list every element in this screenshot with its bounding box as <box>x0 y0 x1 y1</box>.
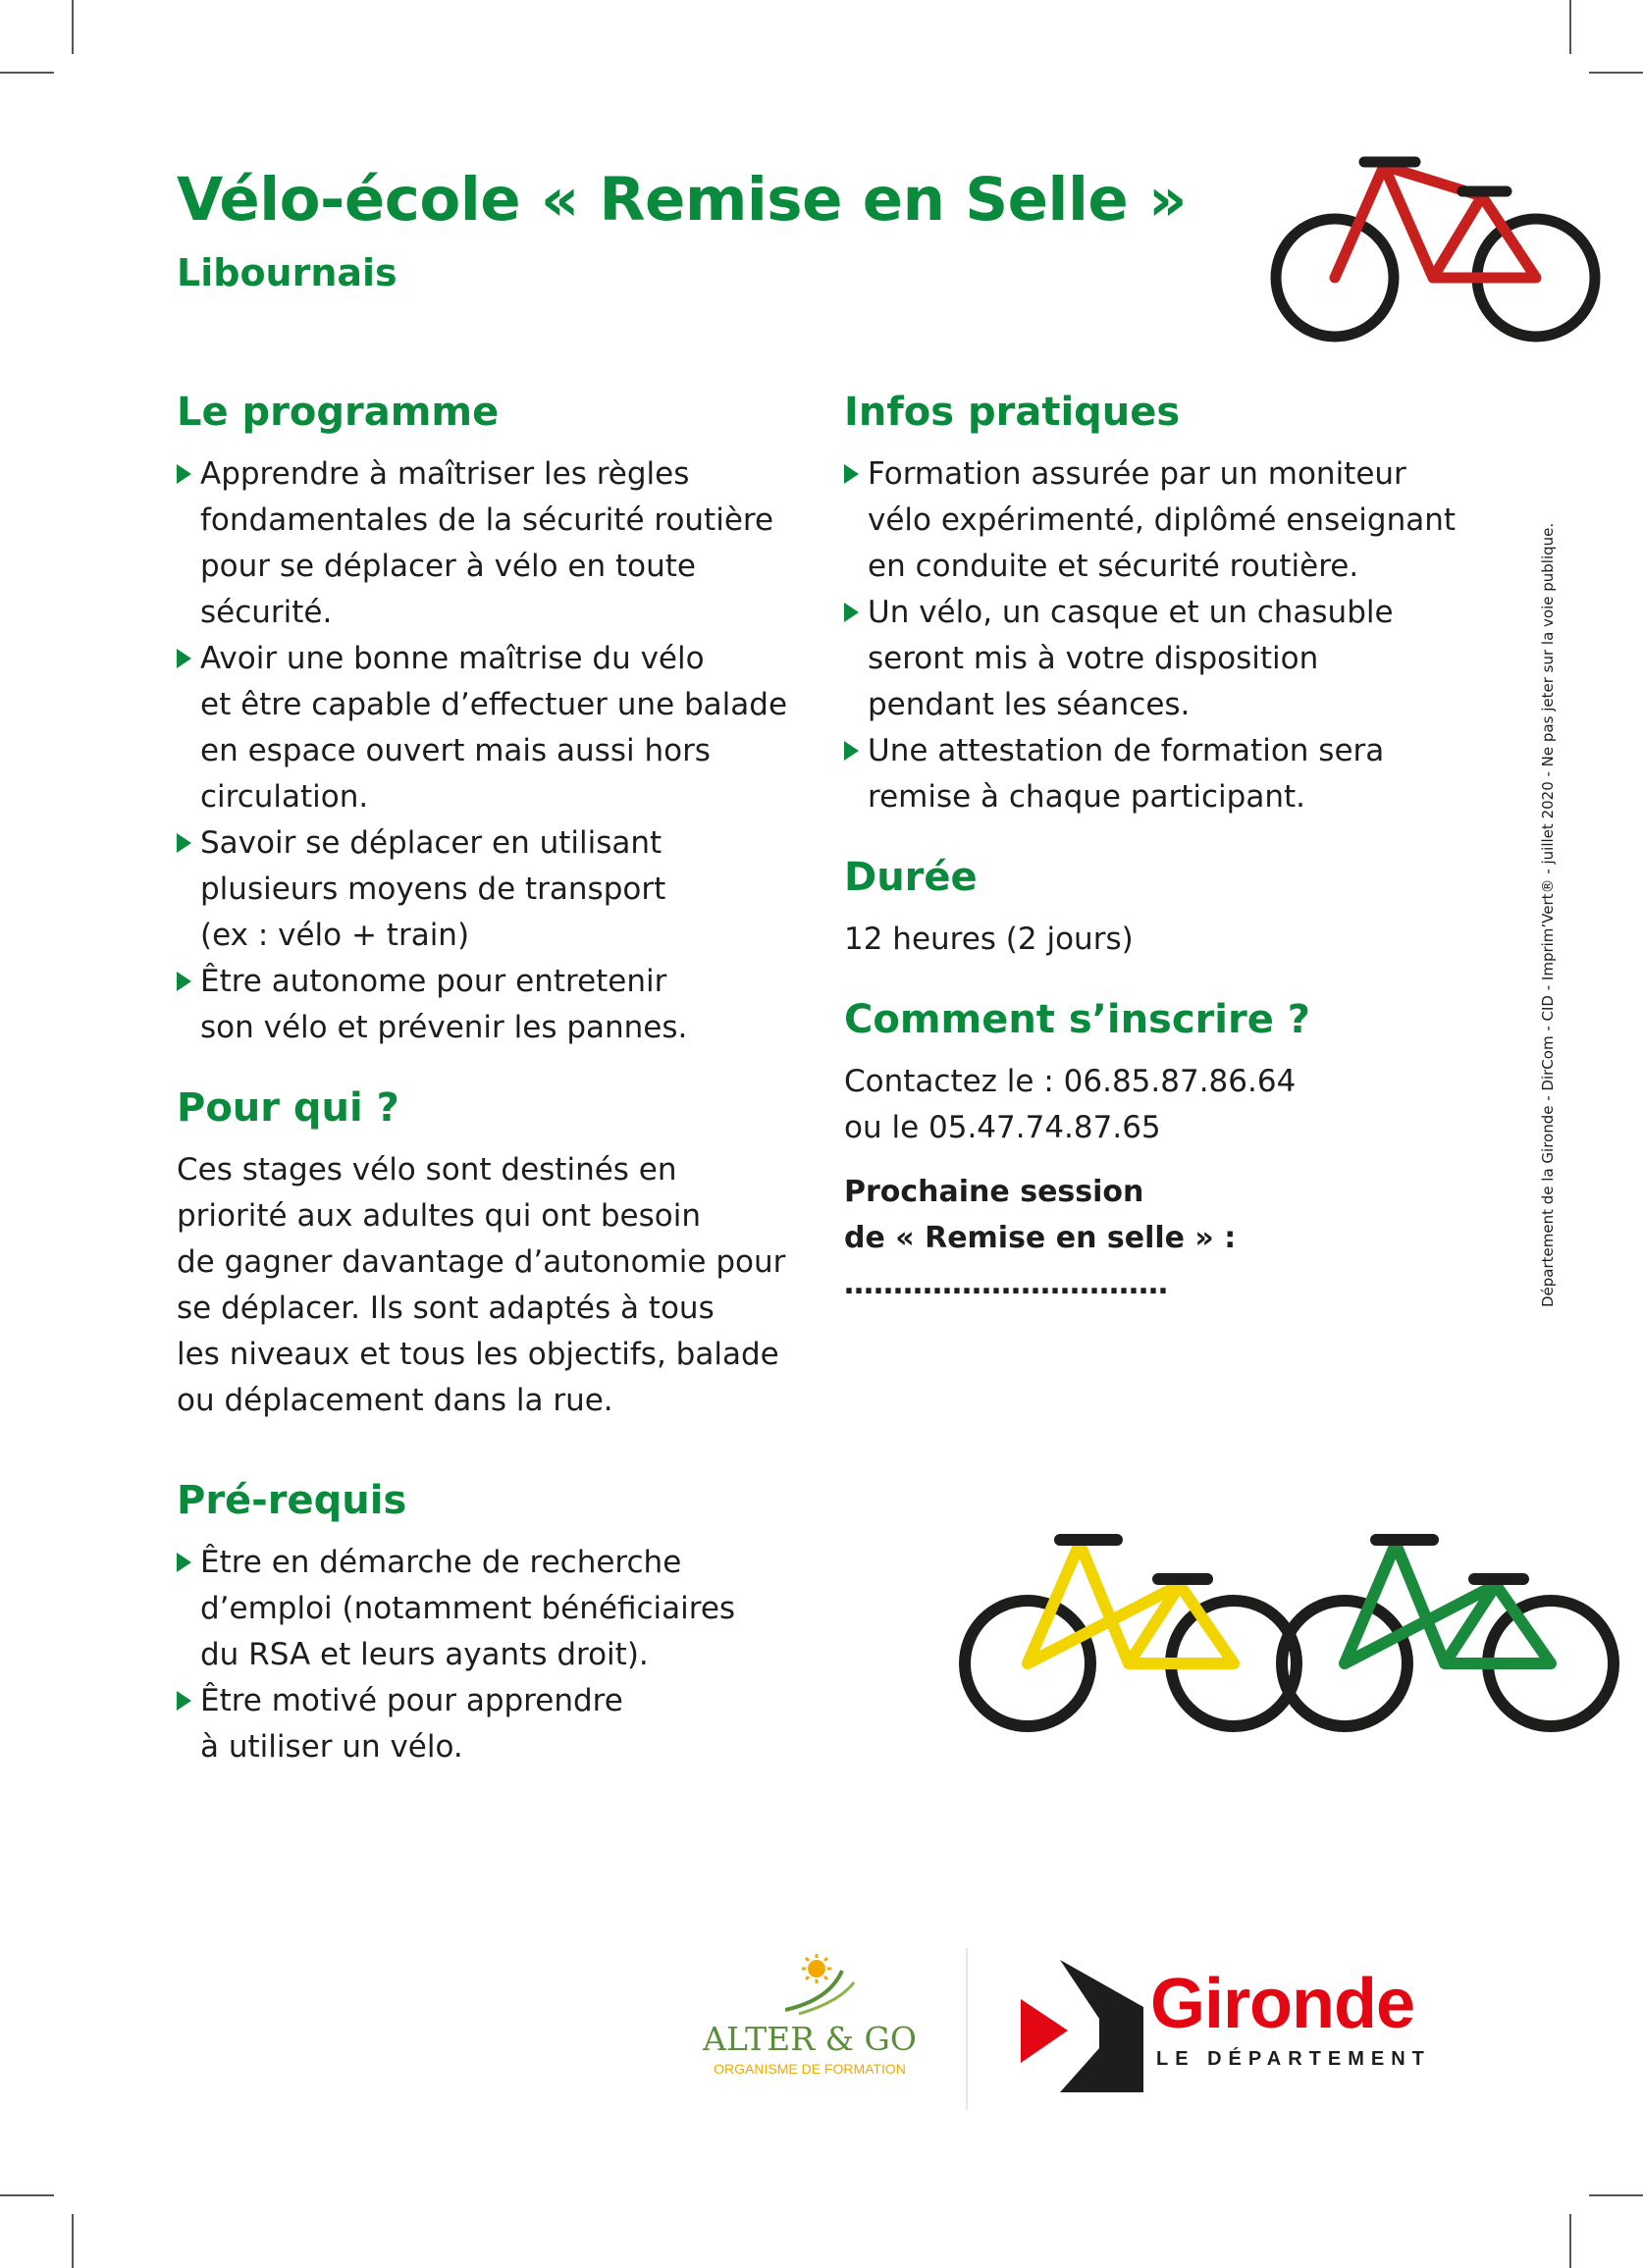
prerequis-heading: Pré-requis <box>177 1478 407 1523</box>
alter-subtitle: ORGANISME DE FORMATION <box>714 2061 906 2077</box>
contact-text: Contactez le : 06.85.87.86.64 ou le 05.47.74.87.65 <box>844 1064 1297 1145</box>
pour-qui-section <box>177 1081 805 1424</box>
red-bicycle-icon <box>1266 152 1605 348</box>
crop-mark <box>0 2194 54 2196</box>
list-item: Savoir se déplacer en utilisant plusieurs moyens de transport (ex : vélo + train) <box>177 820 805 959</box>
alter-and-go-logo <box>687 1953 932 2100</box>
duree-heading: Durée <box>844 855 978 900</box>
crop-mark <box>1589 72 1643 74</box>
list-item: Avoir une bonne maîtrise du vélo et être capable d’effectuer une balade en espace ouvert mais aussi hors circulation. <box>177 636 805 820</box>
prerequis-list <box>177 1540 805 1770</box>
programme-section <box>177 385 805 1051</box>
list-item: Un vélo, un casque et un chasuble seront mis à votre disposition pendant les séances. <box>844 590 1511 728</box>
list-item: Apprendre à maîtriser les règles fondamentales de la sécurité routière pour se déplacer à vélo en toute sécurité. <box>177 451 805 636</box>
duree-text: 12 heures (2 jours) <box>844 922 1134 957</box>
infos-section <box>844 385 1511 820</box>
crop-mark <box>1589 2194 1643 2196</box>
right-column <box>844 385 1511 1307</box>
list-item: Être motivé pour apprendre à utiliser un vélo. <box>177 1678 805 1770</box>
gironde-logo <box>1021 1958 1472 2105</box>
sun-icon <box>785 1953 883 2017</box>
programme-list <box>177 451 805 1051</box>
yellow-green-bicycles-icon <box>954 1526 1631 1737</box>
infos-heading: Infos pratiques <box>844 390 1181 435</box>
crop-mark <box>72 2214 74 2268</box>
pour-qui-text: Ces stages vélo sont destinés en priorité aux adultes qui ont besoin de gagner davantage d’autonomie pour se déplacer. Ils sont adaptés à tous les niveaux et tous les objectifs, balade ou déplacement dans la rue. <box>177 1152 786 1418</box>
programme-heading: Le programme <box>177 390 500 435</box>
duree-section <box>844 850 1511 963</box>
list-item: Être en démarche de recherche d’emploi (notamment bénéficiaires du RSA et leurs ayants droit). <box>177 1540 805 1678</box>
infos-list <box>844 451 1511 820</box>
gironde-arrow-icon <box>1021 1960 1143 2092</box>
vertical-credit: Département de la Gironde - DirCom - CID - Imprim’Vert® - juillet 2020 - Ne pas jeter sur la voie publique. <box>1539 522 1557 1307</box>
page-title: Vélo-école « Remise en Selle » <box>177 165 1187 235</box>
list-item: Une attestation de formation sera remise à chaque participant. <box>844 728 1511 820</box>
next-session: Prochaine session de « Remise en selle » : …………………………… <box>844 1175 1237 1301</box>
crop-mark <box>0 72 54 74</box>
alter-name: ALTER & GO <box>703 2020 917 2058</box>
inscription-section <box>844 992 1511 1307</box>
crop-mark <box>1569 2214 1571 2268</box>
gironde-name: Gironde <box>1150 1965 1415 2043</box>
list-item: Être autonome pour entretenir son vélo et prévenir les pannes. <box>177 959 805 1051</box>
crop-mark <box>72 0 74 54</box>
pour-qui-heading: Pour qui ? <box>177 1085 399 1131</box>
crop-mark <box>1569 0 1571 54</box>
list-item: Formation assurée par un moniteur vélo expérimenté, diplômé enseignant en conduite et sécurité routière. <box>844 451 1511 590</box>
page-subtitle: Libournais <box>177 251 398 294</box>
left-column <box>177 385 805 1770</box>
logo-divider <box>966 1948 968 2110</box>
inscription-heading: Comment s’inscrire ? <box>844 997 1310 1042</box>
gironde-subtitle: LE DÉPARTEMENT <box>1156 2048 1431 2070</box>
prerequis-section <box>177 1473 805 1770</box>
